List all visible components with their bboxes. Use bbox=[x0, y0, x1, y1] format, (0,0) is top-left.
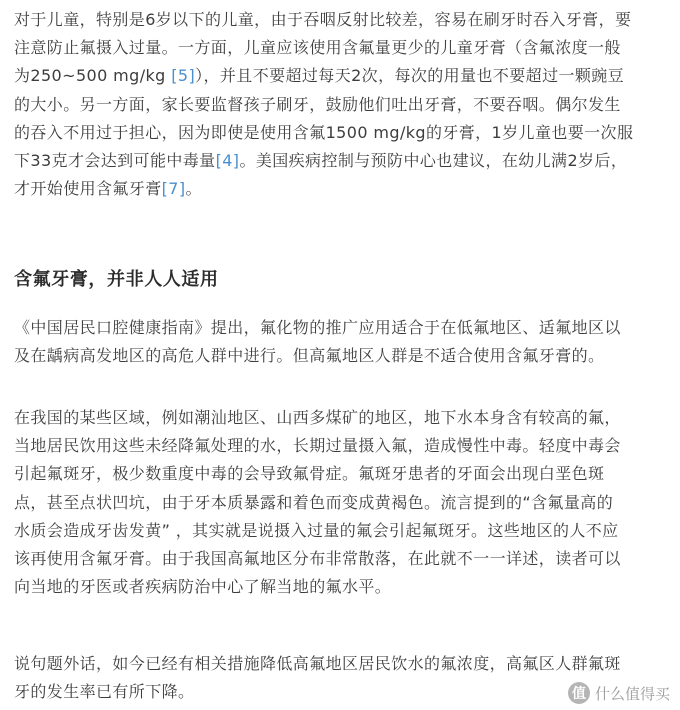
text-line: 的大小。另一方面，家长要监督孩子刷牙，鼓励他们吐出牙膏，不要吞咽。偶尔发生 bbox=[14, 94, 621, 114]
reference-link-5[interactable]: [5] bbox=[171, 66, 196, 86]
watermark-logo-icon: 值 bbox=[568, 682, 590, 704]
text-line: 及在龋病高发地区的高危人群中进行。但高氟地区人群是不适合使用含氟牙膏的。 bbox=[14, 346, 605, 366]
text-line: 为250~500 mg/kg [5]），并且不要超过每天2次，每次的用量也不要超过一颗豌豆 bbox=[14, 66, 625, 86]
paragraph-guideline bbox=[14, 314, 621, 370]
watermark bbox=[568, 682, 670, 704]
text-line: 注意防止氟摄入过量。一方面，儿童应该使用含氟量更少的儿童牙膏（含氟浓度一般 bbox=[14, 38, 621, 58]
reference-link-4[interactable]: [4] bbox=[215, 150, 240, 170]
text-line: 的吞入不用过于担心，因为即使是使用含氟1500 mg/kg的牙膏，1岁儿童也要一次服 bbox=[14, 122, 634, 142]
paragraph-aside bbox=[14, 650, 621, 706]
section-heading: 含氟牙膏，并非人人适用 bbox=[14, 269, 219, 290]
watermark-text: 什么值得买 bbox=[594, 684, 670, 703]
text-line: 牙的发生率已有所下降。 bbox=[14, 682, 195, 702]
text-line: 该再使用含氟牙膏。由于我国高氟地区分布非常散落，在此就不一一详述，读者可以 bbox=[14, 548, 621, 568]
text-line: 水质会造成牙齿发黄” ，其实就是说摄入过量的氟会引起氟斑牙。这些地区的人不应 bbox=[14, 520, 619, 540]
paragraph-children-toothpaste bbox=[14, 6, 633, 203]
text-line: 当地居民饮用这些未经降氟处理的水，长期过量摄入氟，造成慢性中毒。轻度中毒会 bbox=[14, 436, 621, 456]
text-line: 引起氟斑牙，极少数重度中毒的会导致氟骨症。氟斑牙患者的牙面会出现白垩色斑 bbox=[14, 464, 605, 484]
reference-link-7[interactable]: [7] bbox=[161, 179, 186, 199]
text-line: 说句题外话，如今已经有相关措施降低高氟地区居民饮水的氟浓度，高氟区人群氟斑 bbox=[14, 654, 621, 673]
text-line: 点，甚至点状凹坑，由于牙本质暴露和着色而变成黄褐色。流言提到的“含氟量高的 bbox=[14, 492, 614, 512]
paragraph-high-fluoride-regions bbox=[14, 404, 621, 601]
text-line: 才开始使用含氟牙膏[7]。 bbox=[14, 179, 202, 199]
text-line: 下33克才会达到可能中毒量[4]。美国疾病控制与预防中心也建议，在幼儿满2岁后， bbox=[14, 150, 628, 170]
text-line: 在我国的某些区域，例如潮汕地区、山西多煤矿的地区，地下水本身含有较高的氟， bbox=[14, 408, 621, 427]
text-line: 向当地的牙医或者疾病防治中心了解当地的氟水平。 bbox=[14, 577, 392, 597]
text-line: 《中国居民口腔健康指南》提出，氟化物的推广应用适合于在低氟地区、适氟地区以 bbox=[14, 318, 621, 337]
text-line: 对于儿童，特别是6岁以下的儿童，由于吞咽反射比较差，容易在刷牙时吞入牙膏，要 bbox=[14, 10, 632, 29]
